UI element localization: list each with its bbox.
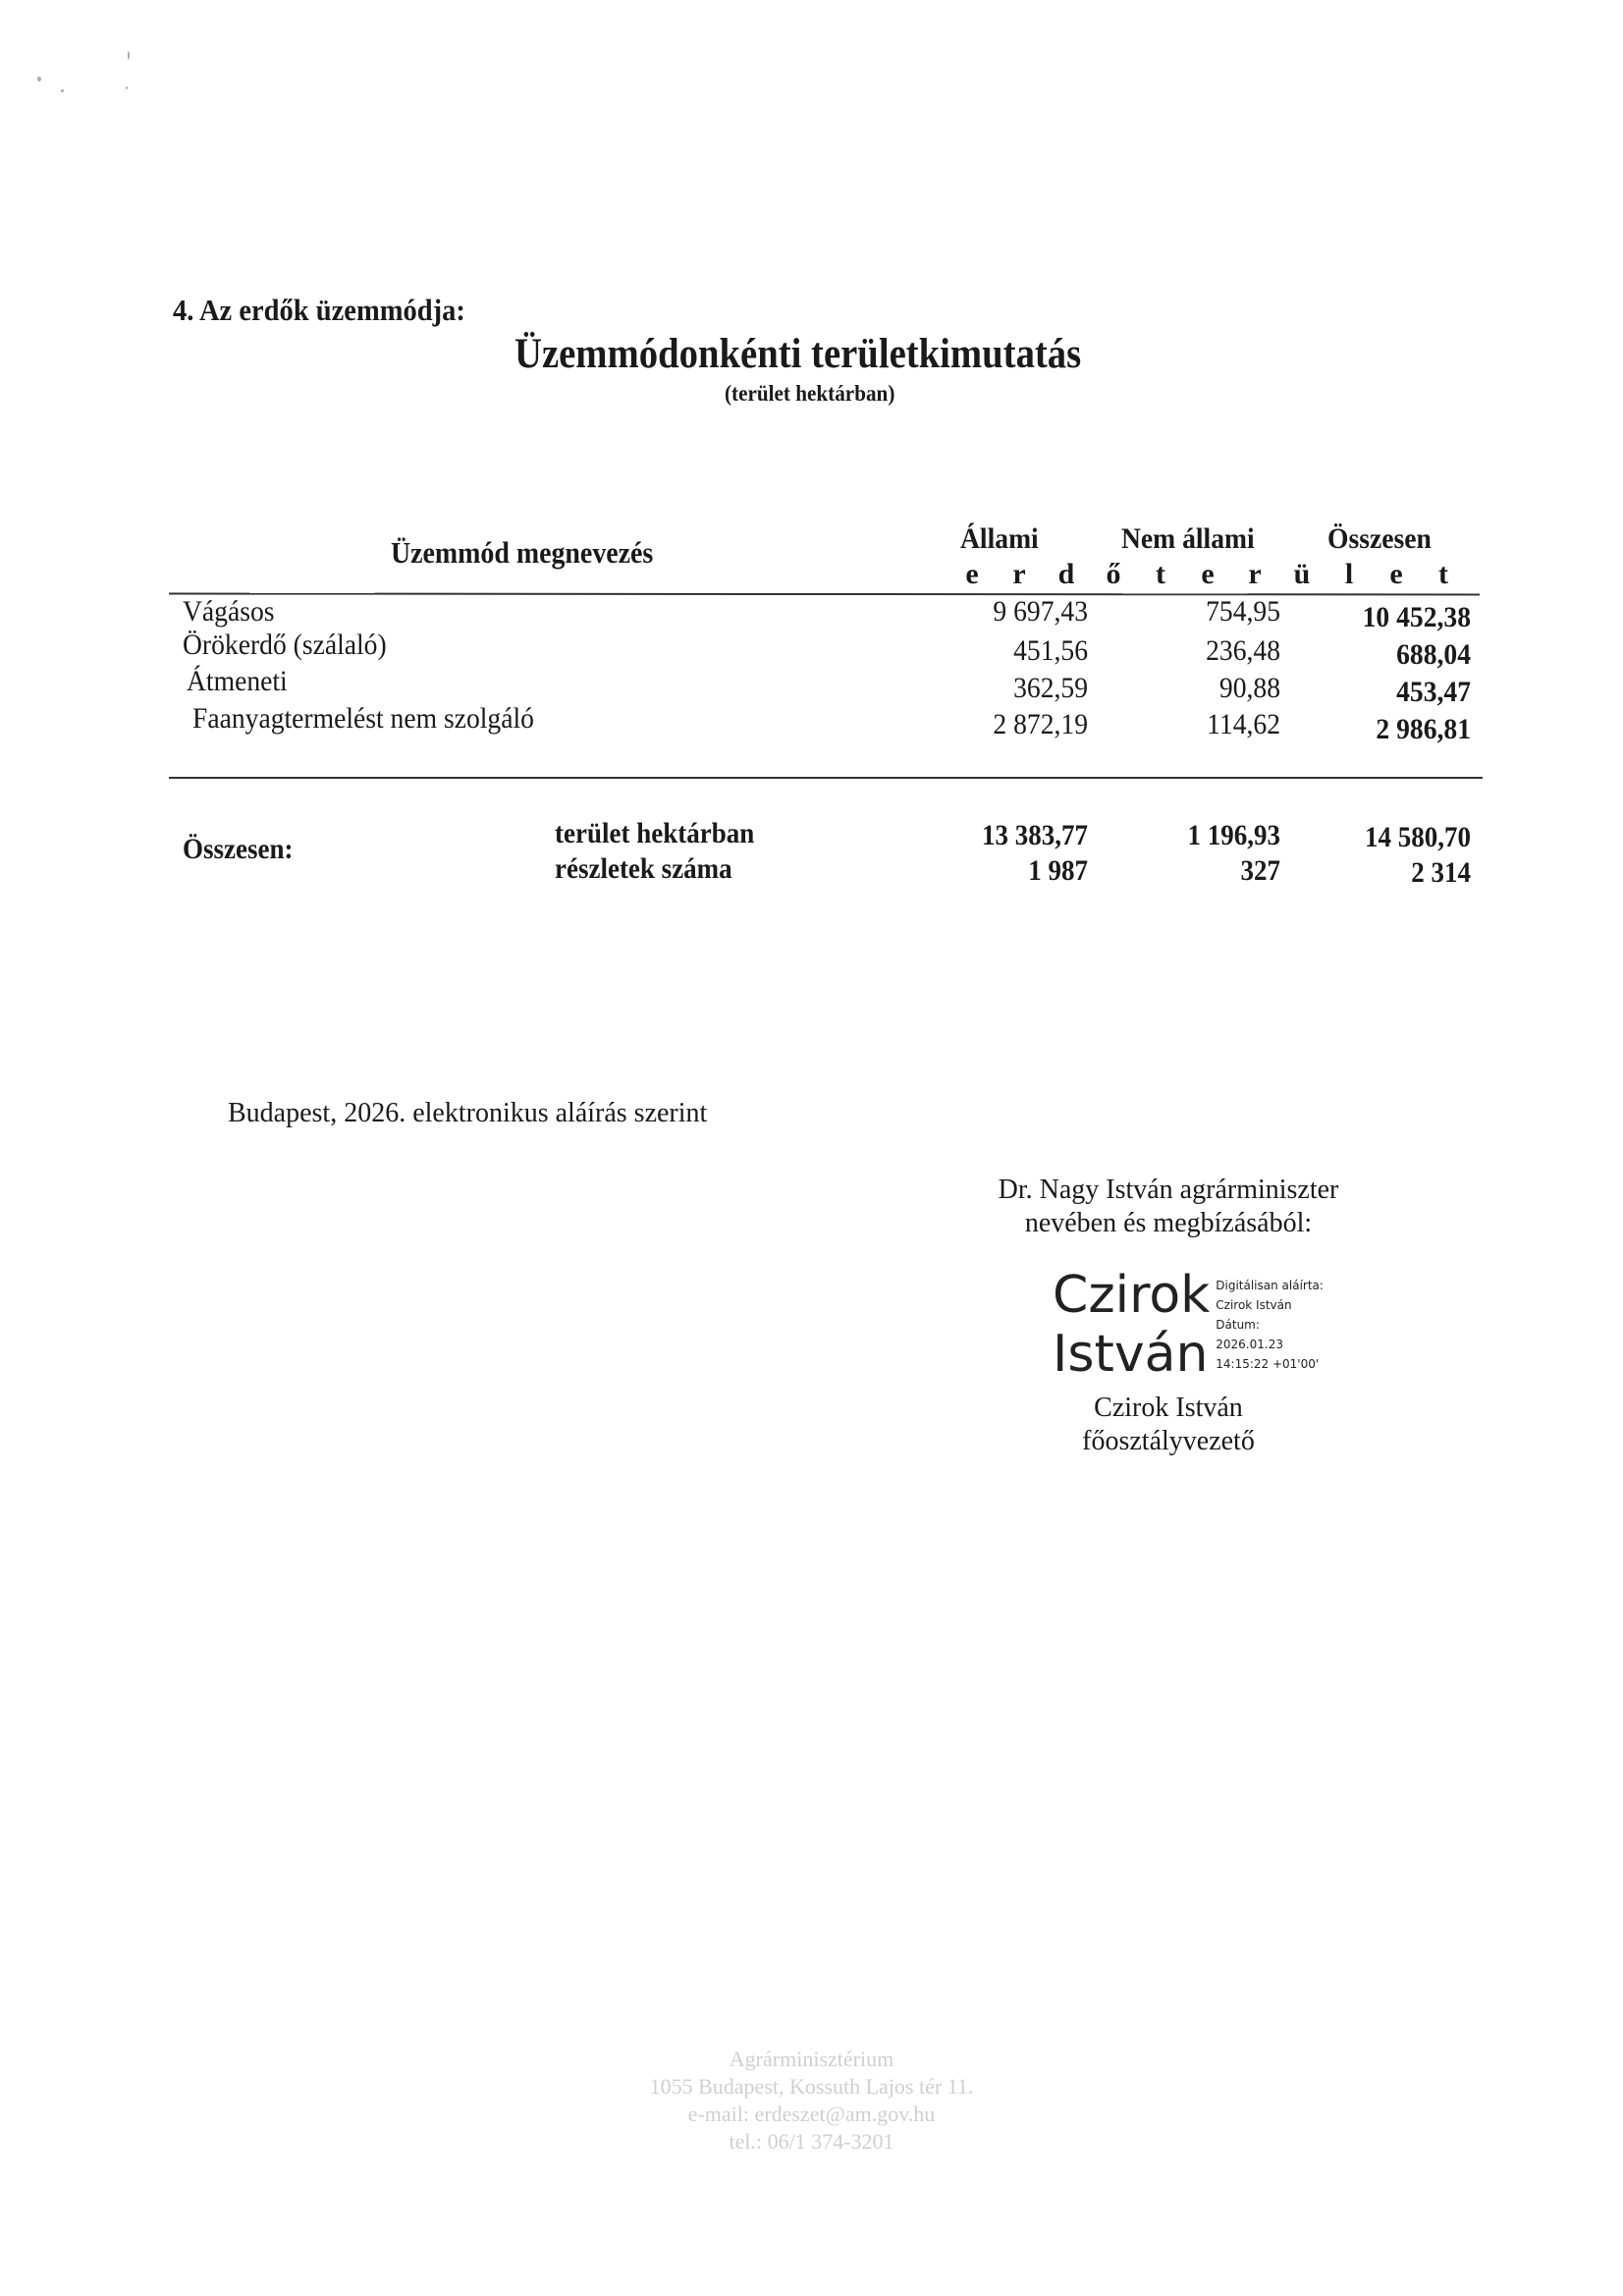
caption-letter: d xyxy=(1057,558,1075,590)
stamp-meta-label: Digitálisan aláírta: xyxy=(1216,1279,1324,1292)
footer-org: Agrárminisztérium xyxy=(729,2047,894,2071)
cell-osszesen: 453,47 xyxy=(1396,676,1471,708)
caption-letter: r xyxy=(1248,558,1262,590)
signer-name: Czirok István xyxy=(1094,1393,1243,1423)
column-header-nem-allami: Nem állami xyxy=(1121,522,1255,555)
caption-letter: e xyxy=(1201,558,1215,590)
totals-area-osszesen: 14 580,70 xyxy=(1365,821,1471,853)
totals-area-label: terület hektárban xyxy=(555,817,755,849)
totals-parcels-allami: 1 987 xyxy=(1028,854,1088,887)
caption-letter: e xyxy=(1389,558,1403,590)
caption-letter: t xyxy=(1156,558,1165,590)
column-header-allami: Állami xyxy=(960,522,1039,555)
cell-nem-allami: 754,95 xyxy=(1206,595,1280,628)
row-label: Faanyagtermelést nem szolgáló xyxy=(192,702,534,735)
cell-allami: 2 872,19 xyxy=(993,708,1088,740)
row-label: Vágásos xyxy=(183,595,275,628)
header-rule xyxy=(169,593,1480,596)
bottom-rule xyxy=(169,777,1483,779)
on-behalf-line-1: Dr. Nagy István agrárminiszter xyxy=(998,1175,1339,1205)
cell-allami: 362,59 xyxy=(1013,672,1088,704)
cell-allami: 9 697,43 xyxy=(993,595,1088,628)
totals-label: Összesen: xyxy=(183,833,294,865)
caption-letter: r xyxy=(1012,558,1026,590)
spaced-caption-erdoterulet xyxy=(948,558,1467,591)
cell-nem-allami: 90,88 xyxy=(1218,672,1280,704)
cell-osszesen: 10 452,38 xyxy=(1362,601,1471,633)
footer-address xyxy=(0,2046,1623,2156)
on-behalf-line-2: nevében és megbízásából: xyxy=(1024,1208,1313,1238)
totals-parcels-osszesen: 2 314 xyxy=(1411,856,1471,889)
stamp-meta-date: 2026.01.23 xyxy=(1216,1338,1283,1351)
caption-letter: ő xyxy=(1106,558,1121,590)
caption-letter: e xyxy=(965,558,979,590)
signature-block xyxy=(923,1174,1414,1458)
digital-signature-stamp xyxy=(962,1266,1414,1384)
caption-letter: t xyxy=(1438,558,1448,590)
scan-speck xyxy=(126,86,128,89)
stamp-name-last: István xyxy=(1053,1325,1209,1384)
row-label: Örökerdő (szálaló) xyxy=(183,629,387,661)
page-subtitle: (terület hektárban) xyxy=(725,381,895,406)
page-title: Üzemmódonkénti területkimutatás xyxy=(514,331,1082,377)
totals-parcels-nem-allami: 327 xyxy=(1240,854,1280,887)
caption-letter: l xyxy=(1344,558,1354,590)
cell-nem-allami: 236,48 xyxy=(1206,634,1280,667)
footer-email: e-mail: erdeszet@am.gov.hu xyxy=(687,2102,936,2126)
footer-address-line: 1055 Budapest, Kossuth Lajos tér 11. xyxy=(649,2074,974,2099)
caption-letter: ü xyxy=(1293,558,1311,590)
column-header-name: Üzemmód megnevezés xyxy=(391,535,654,570)
column-header-osszesen: Összesen xyxy=(1327,522,1432,555)
signer-title: főosztályvezető xyxy=(1082,1426,1255,1456)
cell-osszesen: 688,04 xyxy=(1396,638,1471,671)
stamp-name-first: Czirok xyxy=(1053,1266,1211,1325)
cell-osszesen: 2 986,81 xyxy=(1376,713,1471,745)
scan-speck xyxy=(37,77,41,82)
stamp-meta-date-label: Dátum: xyxy=(1216,1318,1260,1332)
totals-area-allami: 13 383,77 xyxy=(982,819,1088,851)
cell-allami: 451,56 xyxy=(1013,634,1088,667)
row-label: Átmeneti xyxy=(187,665,288,697)
place-date: Budapest, 2026. elektronikus aláírás szerint xyxy=(228,1098,708,1128)
scan-speck xyxy=(61,89,64,92)
totals-area-nem-allami: 1 196,93 xyxy=(1187,819,1280,851)
stamp-meta-signer: Czirok István xyxy=(1216,1298,1292,1312)
totals-parcels-label: részletek száma xyxy=(555,852,732,885)
stamp-meta-time: 14:15:22 +01'00' xyxy=(1216,1357,1320,1371)
scan-speck xyxy=(128,51,130,60)
section-heading: 4. Az erdők üzemmódja: xyxy=(173,293,465,327)
footer-phone: tel.: 06/1 374-3201 xyxy=(729,2129,894,2154)
cell-nem-allami: 114,62 xyxy=(1207,708,1280,740)
